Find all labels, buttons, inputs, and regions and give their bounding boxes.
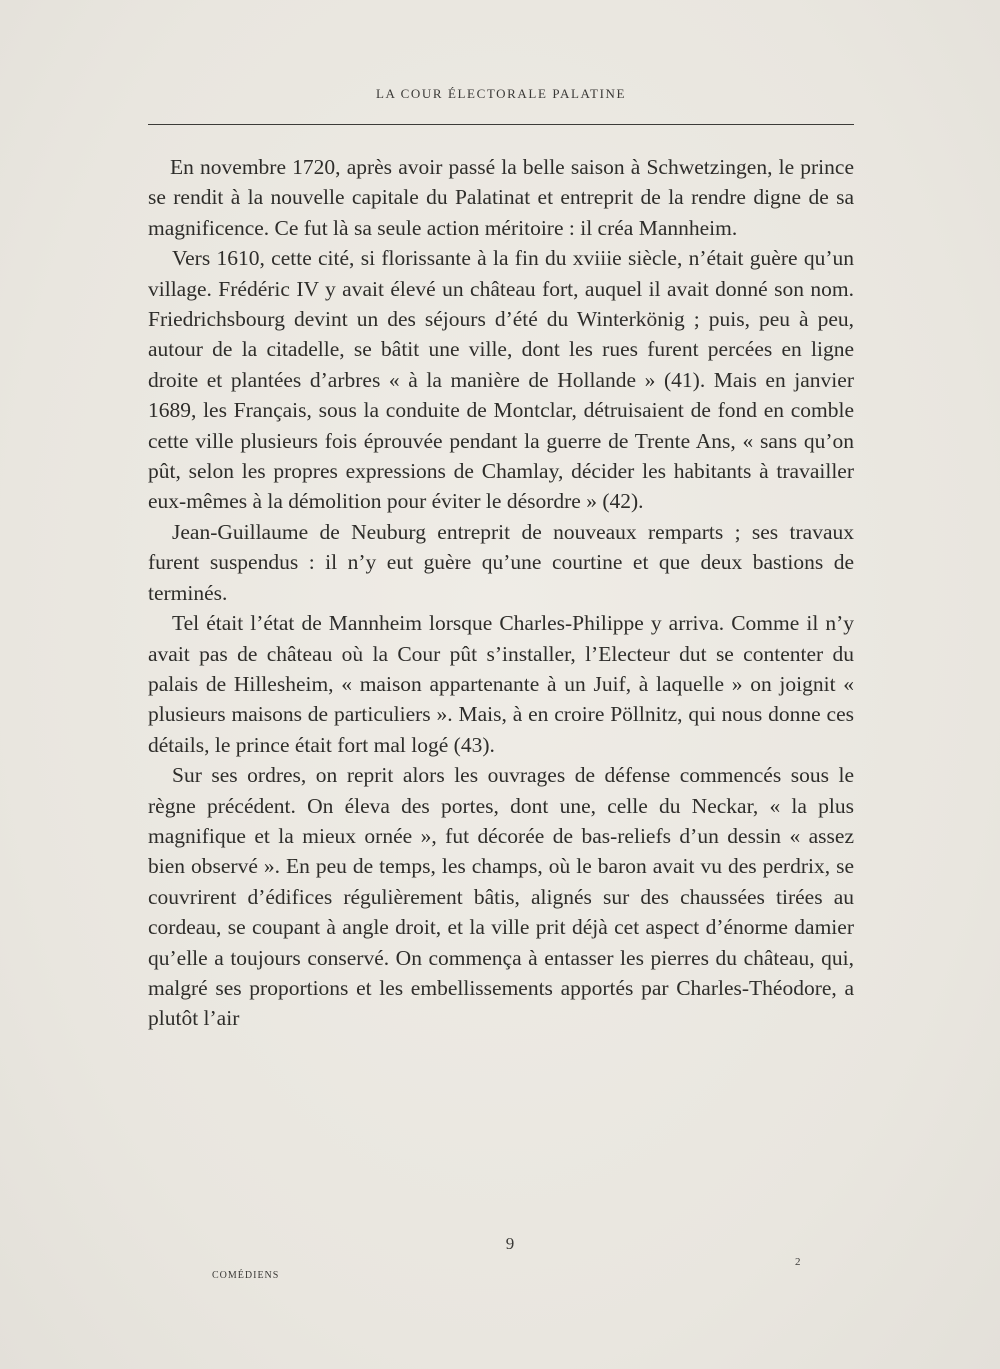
sheet-number: 2 [795,1256,801,1268]
header-rule [148,124,854,125]
signature-mark: COMÉDIENS [212,1270,280,1281]
body-text [148,152,854,1034]
paragraph-5: Sur ses ordres, on reprit alors les ouvrages de défense commencés sous le règne précédent. On éleva des portes, dont une, celle du Neckar, « la plus magnifique et la mieux ornée », fut décorée de bas-reliefs d’un dessin « assez bien observé ». En peu de temps, les champs, où le baron avait vu des perdrix, se couvrirent d’édifices régulièrement bâtis, alignés sur des chaussées tirées au cordeau, se coupant à angle droit, et la ville prit déjà cet aspect d’énorme damier qu’elle a toujours conservé. On commença à entasser les pierres du château, qui, malgré ses proportions et les embellissements apportés par Charles-Théodore, a plutôt l’air [148,763,854,1031]
paragraph-3: Jean-Guillaume de Neuburg entreprit de nouveaux remparts ; ses travaux furent suspendus : il n’y eut guère qu’une courtine et que deux bastions de terminés. [148,519,854,605]
paragraph-1: En novembre 1720, après avoir passé la belle saison à Schwetzingen, le prince se rendit à la nouvelle capitale du Palatinat et entreprit de la rendre digne de sa magnificence. Ce fut là sa seule action méritoire : il créa Mannheim. [148,155,854,240]
running-head: LA COUR ÉLECTORALE PALATINE [375,86,627,101]
paragraph-4: Tel était l’état de Mannheim lorsque Charles-Philippe y arriva. Comme il n’y avait pas de château où la Cour pût s’installer, l’Electeur dut se contenter du palais de Hillesheim, « maison appartenante à un Juif, à laquelle » on joignit « plusieurs maisons de particuliers ». Mais, à en croire Pöllnitz, qui nous donne ces détails, le prince était fort mal logé (43). [148,611,854,757]
page-number: 9 [505,1234,515,1253]
paragraph-2: Vers 1610, cette cité, si florissante à la fin du xviiie siècle, n’était guère qu’un village. Frédéric IV y avait élevé un château fort, auquel il avait donné son nom. Friedrichsbourg devint un des séjours d’été du Winterkönig ; puis, peu à peu, autour de la citadelle, se bâtit une ville, dont les rues furent percées en ligne droite et plantées d’arbres « à la manière de Hollande » (41). Mais en janvier 1689, les Français, sous la conduite de Montclar, détruisaient de fond en comble cette ville plusieurs fois éprouvée pendant la guerre de Trente Ans, « sans qu’on pût, selon les propres expressions de Chamlay, décider les habitants à travailler eux-mêmes à la démolition pour éviter le désordre » (42). [148,246,854,514]
